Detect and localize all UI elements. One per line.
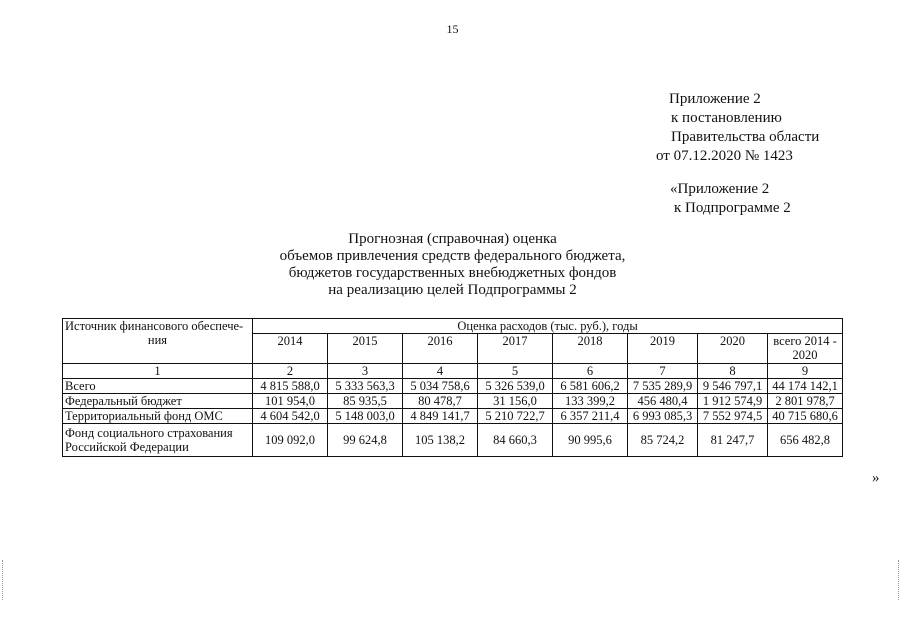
scan-edge-mark-right: [898, 560, 903, 600]
value-cell: 6 581 606,2: [553, 379, 628, 394]
value-cell: 5 210 722,7: [478, 409, 553, 424]
value-cell: 44 174 142,1: [768, 379, 843, 394]
row-label: Федеральный бюджет: [63, 394, 253, 409]
value-cell: 6 993 085,3: [628, 409, 698, 424]
value-cell: 4 604 542,0: [253, 409, 328, 424]
value-cell: 40 715 680,6: [768, 409, 843, 424]
closing-quote: »: [872, 470, 880, 486]
row-label: Фонд социального страхования Российской Федерации: [63, 424, 253, 457]
title-line-1: Прогнозная (справочная) оценка: [348, 231, 557, 247]
table-row: [63, 424, 843, 457]
appendix2-line-2: к Подпрограмме 2: [674, 200, 791, 216]
appendix-header: [656, 90, 819, 166]
value-cell: 7 552 974,5: [698, 409, 768, 424]
year-cell: 2019: [628, 334, 698, 364]
number-cell: 1: [63, 364, 253, 379]
value-cell: 7 535 289,9: [628, 379, 698, 394]
value-cell: 4 815 588,0: [253, 379, 328, 394]
financing-table: [62, 318, 843, 457]
year-cell: 2017: [478, 334, 553, 364]
value-cell: 133 399,2: [553, 394, 628, 409]
title-line-4: на реализацию целей Подпрограммы 2: [328, 282, 577, 298]
title-line-2: объемов привлечения средств федерального бюджета,: [279, 248, 626, 264]
number-cell: 7: [628, 364, 698, 379]
value-cell: 80 478,7: [403, 394, 478, 409]
value-cell: 81 247,7: [698, 424, 768, 457]
appendix-line-4: от 07.12.2020 № 1423: [656, 148, 793, 164]
value-cell: 656 482,8: [768, 424, 843, 457]
document-title: [0, 231, 905, 299]
source-header-cell: [63, 319, 253, 364]
value-cell: 5 148 003,0: [328, 409, 403, 424]
value-cell: 2 801 978,7: [768, 394, 843, 409]
year-cell: 2018: [553, 334, 628, 364]
group-header-cell: Оценка расходов (тыс. руб.), годы: [253, 319, 843, 334]
appendix-header-2: [670, 180, 791, 218]
appendix-line-3: Правительства области: [671, 129, 820, 145]
value-cell: 99 624,8: [328, 424, 403, 457]
page-number: 15: [446, 22, 459, 36]
table-header-row: [63, 319, 843, 334]
scan-edge-mark-left: [2, 560, 7, 600]
number-cell: 3: [328, 364, 403, 379]
value-cell: 101 954,0: [253, 394, 328, 409]
year-cell: 2015: [328, 334, 403, 364]
value-cell: 6 357 211,4: [553, 409, 628, 424]
number-cell: 2: [253, 364, 328, 379]
appendix-line-2: к постановлению: [671, 110, 782, 126]
table-row: [63, 394, 843, 409]
year-cell: 2014: [253, 334, 328, 364]
year-cell: 2016: [403, 334, 478, 364]
value-cell: 85 724,2: [628, 424, 698, 457]
numbering-row: [63, 364, 843, 379]
appendix-line-1: Приложение 2: [669, 91, 761, 107]
value-cell: 31 156,0: [478, 394, 553, 409]
value-cell: 105 138,2: [403, 424, 478, 457]
value-cell: 5 034 758,6: [403, 379, 478, 394]
value-cell: 9 546 797,1: [698, 379, 768, 394]
table-row: [63, 409, 843, 424]
number-cell: 6: [553, 364, 628, 379]
value-cell: 1 912 574,9: [698, 394, 768, 409]
year-cell: 2020: [698, 334, 768, 364]
row-label: Территориальный фонд ОМС: [63, 409, 253, 424]
value-cell: 85 935,5: [328, 394, 403, 409]
number-cell: 8: [698, 364, 768, 379]
row-label: Всего: [63, 379, 253, 394]
number-cell: 5: [478, 364, 553, 379]
value-cell: 84 660,3: [478, 424, 553, 457]
source-header-line-2: ния: [147, 333, 168, 347]
source-header-line-1: Источник финансового обеспече-: [65, 319, 244, 333]
value-cell: 90 995,6: [553, 424, 628, 457]
title-line-3: бюджетов государственных внебюджетных фондов: [288, 265, 617, 281]
appendix2-line-1: «Приложение 2: [670, 181, 770, 197]
value-cell: 109 092,0: [253, 424, 328, 457]
year-total-cell: всего 2014 - 2020: [768, 334, 843, 364]
value-cell: 5 326 539,0: [478, 379, 553, 394]
table-row: [63, 379, 843, 394]
number-cell: 9: [768, 364, 843, 379]
value-cell: 5 333 563,3: [328, 379, 403, 394]
number-cell: 4: [403, 364, 478, 379]
value-cell: 4 849 141,7: [403, 409, 478, 424]
value-cell: 456 480,4: [628, 394, 698, 409]
